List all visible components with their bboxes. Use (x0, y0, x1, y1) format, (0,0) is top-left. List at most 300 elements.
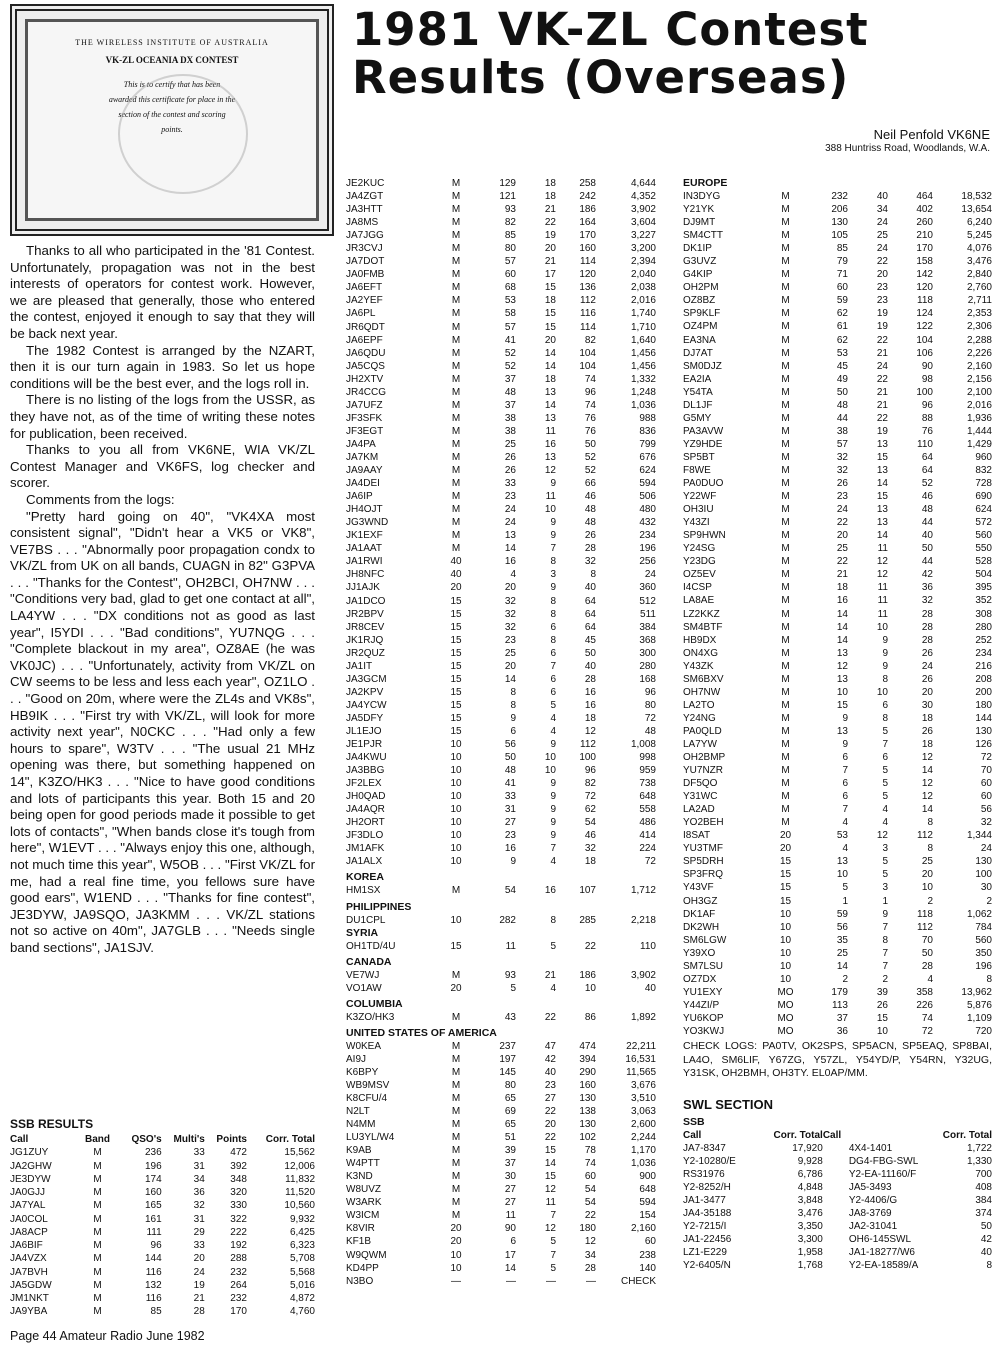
table-row (683, 568, 992, 581)
table-cell: 38 (504, 412, 516, 424)
table-cell: M (451, 425, 461, 437)
table-cell: JA4-35188 (683, 1207, 732, 1219)
table-cell: M (781, 412, 790, 424)
table-cell: 160 (579, 243, 596, 255)
table-cell: Y54TA (683, 386, 713, 398)
table-cell: SM0DJZ (683, 360, 722, 372)
table-row (683, 1246, 992, 1259)
table-cell: 15 (544, 1145, 556, 1157)
table-cell: 1,429 (966, 438, 992, 450)
table-cell: 3 (882, 882, 888, 894)
table-cell: 64 (584, 608, 596, 620)
table-cell: 158 (916, 256, 933, 268)
table-cell: 104 (916, 334, 933, 346)
table-cell: 50 (584, 647, 596, 659)
table-row (683, 399, 992, 412)
table-cell: 2,016 (966, 399, 992, 411)
table-cell: 53 (836, 830, 848, 842)
results-column-middle (346, 177, 656, 1288)
table-cell: 2,100 (966, 386, 992, 398)
table-cell: 25 (504, 647, 516, 659)
column-header: QSO's (131, 1134, 162, 1145)
table-cell: 784 (975, 921, 992, 933)
table-cell: M (781, 634, 790, 646)
table-cell: 15 (450, 621, 462, 633)
table-cell: JA7JGG (346, 230, 384, 242)
table-cell: 2 (842, 973, 848, 985)
table-cell: 23 (504, 634, 516, 646)
table-cell: W9QWM (346, 1249, 387, 1261)
table-row (683, 1194, 992, 1207)
table-cell: 16 (584, 699, 596, 711)
table-cell: M (781, 491, 790, 503)
table-cell: 9 (842, 738, 848, 750)
table-cell: M (451, 1011, 461, 1023)
table-cell: 20 (544, 1119, 556, 1131)
table-row (683, 334, 992, 347)
table-cell: — (451, 1275, 461, 1287)
table-cell: 2,226 (966, 347, 992, 359)
table-cell: Y2-4406/G (848, 1194, 898, 1206)
table-cell: 20 (193, 1253, 205, 1265)
table-cell: 2,156 (966, 373, 992, 385)
table-cell: 130 (975, 856, 992, 868)
table-cell: 100 (916, 386, 933, 398)
table-cell: 41 (504, 778, 516, 790)
cert-contest: VK-ZL OCEANIA DX CONTEST (105, 55, 239, 65)
table-cell: OZ8BZ (683, 295, 716, 307)
table-cell: 98 (921, 373, 933, 385)
table-cell: SM6BXV (683, 673, 724, 685)
table-cell: JA7KM (346, 451, 379, 463)
table-cell: 5,245 (966, 230, 992, 242)
table-cell: 252 (975, 634, 992, 646)
table-cell: 15 (450, 673, 462, 685)
table-cell: 11 (877, 608, 888, 620)
table-cell: JA9YBA (10, 1306, 48, 1318)
table-cell: 60 (980, 778, 992, 790)
table-cell: 1,456 (630, 360, 656, 372)
table-cell: 43 (504, 1011, 516, 1023)
table-row (683, 464, 992, 477)
table-cell: 18 (584, 856, 596, 868)
table-cell: 30 (504, 1171, 516, 1183)
table-cell: M (451, 1040, 461, 1052)
table-row (346, 334, 656, 347)
table-cell: 10 (450, 739, 462, 751)
table-cell: M (451, 178, 461, 189)
table-cell: 12 (921, 791, 933, 803)
table-cell: 20 (504, 582, 516, 594)
table-cell: 464 (916, 191, 933, 202)
table-cell: 60 (584, 1171, 596, 1183)
table-cell: JA6PL (346, 308, 376, 320)
table-cell: 24 (836, 504, 848, 516)
table-cell: M (451, 1197, 461, 1209)
table-cell: 52 (584, 465, 596, 477)
table-cell: M (93, 1173, 102, 1185)
table-cell: 30 (921, 699, 933, 711)
table-cell: YU7NZR (683, 765, 724, 777)
table-cell: 368 (639, 634, 656, 646)
table-cell: M (93, 1293, 102, 1304)
table-row (346, 1222, 656, 1235)
table-cell: 29 (193, 1226, 205, 1238)
table-cell: 4 (510, 569, 516, 581)
table-cell: K3ND (346, 1171, 373, 1183)
table-row (683, 255, 992, 268)
table-cell: 24 (876, 360, 888, 372)
table-cell: DG4-FBG-SWL (848, 1155, 919, 1167)
table-cell: OH7NW (683, 686, 721, 698)
table-cell: 9,932 (289, 1213, 315, 1225)
table-cell: JH0QAD (346, 791, 386, 803)
table-cell: 60 (836, 282, 848, 294)
table-cell: OH2BMP (683, 752, 726, 764)
table-cell: 22 (876, 373, 888, 385)
table-cell: 6 (550, 686, 556, 698)
table-cell: 20 (544, 243, 556, 255)
table-cell: LZ1-E229 (683, 1246, 727, 1258)
table-cell: 13 (876, 438, 888, 450)
table-cell: 28 (584, 673, 596, 685)
table-row (683, 1168, 992, 1181)
table-row (346, 268, 656, 281)
table-row (346, 1105, 656, 1118)
table-cell: M (451, 1171, 461, 1183)
colombia-table (346, 1011, 656, 1024)
table-cell: SM7LSU (683, 960, 724, 972)
table-cell: 16 (504, 556, 516, 568)
table-cell: 21 (876, 386, 888, 398)
table-cell: LA2TO (683, 699, 715, 711)
table-cell: Y31WC (683, 791, 718, 803)
table-cell: 480 (639, 504, 656, 516)
table-row (683, 960, 992, 973)
table-cell: JR4CCG (346, 386, 387, 398)
table-cell: 2,160 (630, 1223, 656, 1235)
table-cell: 2,353 (966, 308, 992, 320)
table-cell: 20 (450, 582, 462, 594)
table-cell: ON4XG (683, 647, 719, 659)
table-row (683, 790, 992, 803)
table-cell: 9,928 (797, 1155, 823, 1167)
table-cell: 11,565 (626, 1066, 656, 1078)
table-cell: 1,958 (797, 1246, 823, 1258)
table-cell: 4 (842, 817, 848, 829)
table-cell: OH6-145SWL (848, 1233, 912, 1245)
table-cell: 1,332 (630, 373, 656, 385)
table-cell: 15 (450, 660, 462, 672)
table-row (10, 1305, 315, 1318)
table-cell: JA6EPF (346, 334, 383, 346)
table-cell: G3UVZ (683, 256, 717, 268)
table-row (346, 764, 656, 777)
table-cell: M (451, 1158, 461, 1170)
table-cell: Y43ZI (683, 517, 710, 529)
table-cell: 6 (842, 791, 848, 803)
table-cell: 51 (504, 1132, 516, 1144)
table-cell: 10 (544, 765, 556, 777)
table-cell: 32 (836, 464, 848, 476)
table-cell: 1,710 (630, 321, 656, 333)
table-row (683, 360, 992, 373)
table-cell: 14 (544, 360, 556, 372)
table-cell: 14 (876, 478, 888, 490)
table-cell: 238 (639, 1249, 656, 1261)
table-row (683, 438, 992, 451)
table-cell: 113 (832, 999, 848, 1011)
table-cell: 28 (584, 1262, 596, 1274)
table-cell: 112 (580, 295, 596, 307)
table-cell: 12 (584, 725, 596, 737)
table-cell: 154 (639, 1210, 656, 1222)
table-cell: 560 (975, 934, 992, 946)
table-cell: HM1SX (346, 885, 381, 897)
table-cell: JH8NFC (346, 569, 385, 581)
column-header: Call (683, 1129, 702, 1141)
table-row (683, 477, 992, 490)
table-cell: JR8CEV (346, 621, 385, 633)
table-cell: 15 (450, 595, 462, 607)
table-cell: 15 (836, 699, 848, 711)
table-cell: M (451, 1066, 461, 1078)
table-cell: 64 (584, 595, 596, 607)
syria-table (346, 940, 656, 953)
table-cell: 690 (975, 491, 992, 503)
table-cell: 504 (975, 569, 992, 581)
table-cell: 76 (921, 425, 933, 437)
table-cell: M (451, 543, 461, 555)
table-cell: 20 (450, 982, 462, 994)
results-column-right (683, 177, 992, 1272)
table-cell: 6 (882, 699, 888, 711)
table-cell: 62 (584, 804, 596, 816)
table-cell: 17 (504, 1249, 516, 1261)
table-row (683, 634, 992, 647)
table-cell: 79 (836, 256, 848, 268)
table-cell: 402 (916, 204, 933, 216)
table-cell: OZ4PM (683, 321, 718, 333)
table-cell: M (781, 243, 790, 255)
table-cell: 6,240 (966, 217, 992, 229)
table-row (346, 1011, 656, 1024)
table-cell: M (781, 647, 790, 659)
table-cell: 13 (544, 412, 556, 424)
table-cell: 65 (504, 1119, 516, 1131)
table-row (346, 203, 656, 216)
table-cell: 2,288 (966, 334, 992, 346)
table-cell: 19 (876, 321, 888, 333)
table-cell: 14 (836, 960, 848, 972)
table-cell: 4 (550, 712, 556, 724)
table-row (683, 764, 992, 777)
table-cell: M (781, 425, 790, 437)
column-header: Band (85, 1134, 110, 1145)
table-cell: 20 (779, 843, 792, 855)
table-cell: 8 (882, 934, 888, 946)
table-cell: M (451, 478, 461, 490)
table-cell: 26 (921, 647, 933, 659)
table-cell: JA8-3769 (848, 1207, 892, 1219)
table-cell: 10 (779, 960, 792, 972)
table-row (346, 1092, 656, 1105)
table-cell: 76 (584, 412, 596, 424)
table-row (10, 1199, 315, 1212)
table-cell: M (781, 543, 790, 555)
table-cell: 45 (584, 634, 596, 646)
table-cell: 6,323 (289, 1240, 315, 1251)
table-cell: 42 (921, 569, 933, 581)
table-cell: 13,654 (961, 204, 992, 216)
table-cell: M (781, 517, 790, 529)
table-cell: 1,722 (966, 1142, 992, 1154)
table-cell: M (451, 1132, 461, 1144)
table-row (683, 855, 992, 868)
table-row (346, 914, 656, 927)
table-row (683, 242, 992, 255)
table-cell: JR6QDT (346, 321, 385, 333)
table-cell: 5,876 (966, 999, 992, 1011)
table-cell: 13 (544, 451, 556, 463)
table-cell: 14 (836, 634, 848, 646)
table-cell: 21 (193, 1293, 205, 1304)
table-cell: 14 (836, 608, 848, 620)
table-cell: 3 (550, 569, 556, 581)
table-cell: 36 (836, 1026, 848, 1037)
table-cell: 10 (450, 843, 462, 855)
table-cell: 27 (544, 1092, 556, 1104)
table-cell: 16 (504, 843, 516, 855)
table-cell: 74 (584, 373, 596, 385)
table-cell: 23 (504, 830, 516, 842)
table-cell: 5 (882, 856, 888, 868)
table-cell: 50 (921, 543, 933, 555)
table-cell: 799 (639, 438, 656, 450)
table-cell: K8CFU/4 (346, 1092, 388, 1104)
table-cell: JA1-3477 (683, 1194, 726, 1206)
table-cell: M (781, 595, 790, 607)
table-cell: 2,040 (630, 269, 656, 281)
table-cell: JA5GDW (10, 1279, 52, 1291)
table-cell: 12 (544, 1184, 556, 1196)
table-cell: 560 (975, 530, 992, 542)
table-cell: 20 (450, 1223, 462, 1235)
table-row (346, 621, 656, 634)
table-cell: 52 (921, 478, 933, 490)
table-cell: 9 (550, 830, 556, 842)
table-cell: 112 (580, 739, 596, 751)
table-cell: 57 (504, 321, 516, 333)
table-row (346, 438, 656, 451)
table-cell: 1,008 (630, 739, 656, 751)
table-cell: 19 (544, 230, 556, 242)
table-cell: 22,211 (626, 1040, 656, 1052)
table-cell: 44 (921, 556, 933, 568)
table-cell: 8 (510, 686, 516, 698)
table-cell: 54 (584, 817, 596, 829)
table-cell: 24 (644, 569, 656, 581)
table-cell: 550 (975, 543, 992, 555)
table-cell: YO2BEH (683, 817, 724, 829)
table-cell: SP5BT (683, 451, 715, 463)
table-cell: 320 (230, 1187, 247, 1198)
table-cell: M (781, 464, 790, 476)
table-cell: 62 (836, 308, 848, 320)
table-row (683, 934, 992, 947)
table-row (346, 177, 656, 190)
table-cell: W3ICM (346, 1210, 380, 1222)
table-cell: 52 (504, 360, 516, 372)
table-cell: 18 (584, 712, 596, 724)
table-row (346, 595, 656, 608)
table-row (346, 425, 656, 438)
table-cell: 33 (504, 478, 516, 490)
table-cell: 42 (544, 1053, 556, 1065)
table-cell: 2,394 (630, 256, 656, 268)
table-cell: 210 (916, 230, 933, 242)
column-header: Multi's (173, 1134, 205, 1145)
table-cell: 290 (579, 1066, 596, 1078)
table-cell: 165 (144, 1200, 162, 1212)
table-cell: 2,160 (966, 360, 992, 372)
table-cell: 374 (975, 1207, 992, 1219)
table-cell: 5 (882, 725, 888, 737)
table-row (683, 699, 992, 712)
table-cell: 28 (921, 608, 933, 620)
table-cell: 82 (584, 334, 596, 346)
table-row (346, 503, 656, 516)
table-row (683, 881, 992, 894)
table-cell: 13 (876, 464, 888, 476)
table-cell: 80 (644, 699, 656, 711)
table-cell: 15 (876, 451, 888, 463)
table-cell: 34 (876, 204, 888, 216)
table-cell: 4 (927, 973, 933, 985)
table-row (683, 1181, 992, 1194)
table-cell: DK2WH (683, 921, 720, 933)
cert-body: This is to certify that has been awarded this certificate for place in the section of the contest and scoring points. (108, 80, 236, 134)
table-cell: YO3KWJ (683, 1026, 725, 1037)
table-cell: 23 (544, 1079, 556, 1091)
table-cell: 6 (842, 778, 848, 790)
table-cell: 70 (980, 765, 992, 777)
table-cell: 39 (876, 986, 888, 998)
table-cell: M (781, 817, 790, 829)
table-cell: 130 (579, 1119, 596, 1131)
table-cell: 832 (975, 464, 992, 476)
table-cell: JA5DFY (346, 712, 384, 724)
table-cell: 21 (836, 569, 848, 581)
table-cell: 96 (150, 1240, 162, 1251)
table-cell: Y23DG (683, 556, 716, 568)
table-cell: 9 (882, 660, 888, 672)
table-cell: 80 (504, 1079, 516, 1091)
table-cell: 1,740 (630, 308, 656, 320)
table-cell: 11 (505, 940, 516, 952)
table-cell: 5 (550, 940, 556, 952)
table-row (683, 516, 992, 529)
table-cell: 15 (544, 308, 556, 320)
table-cell: 18 (921, 712, 933, 724)
table-cell: IN3DYG (683, 191, 721, 202)
table-cell: 64 (584, 621, 596, 633)
table-cell: 78 (584, 1145, 596, 1157)
table-cell: M (781, 269, 790, 281)
table-cell: JA1AAT (346, 543, 382, 555)
table-cell: 348 (230, 1173, 247, 1185)
table-cell: 648 (639, 791, 656, 803)
